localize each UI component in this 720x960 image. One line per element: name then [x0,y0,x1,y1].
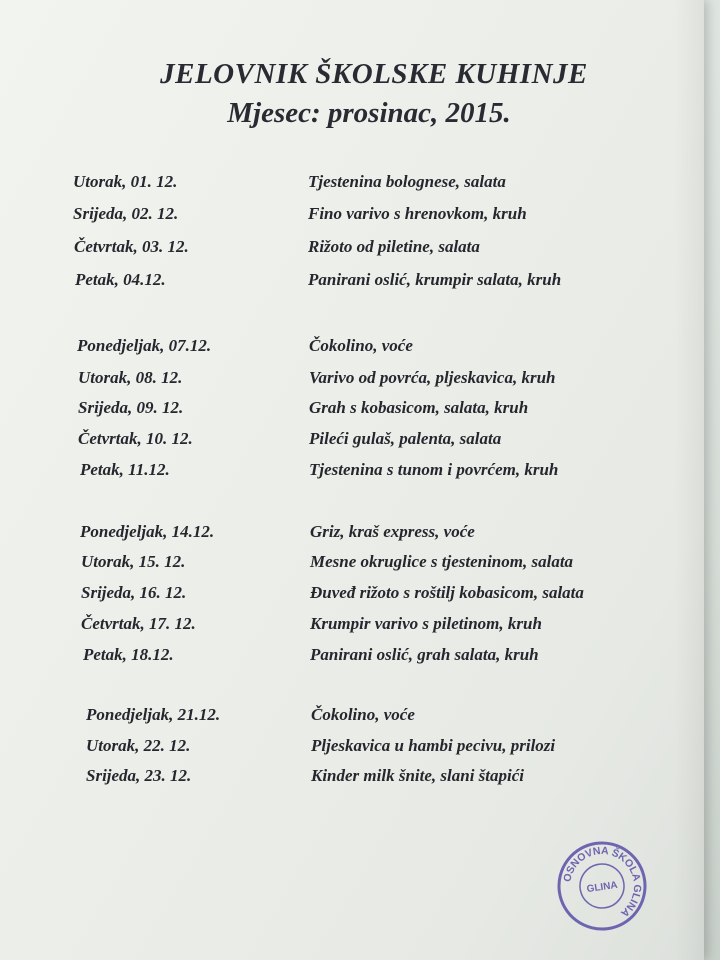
menu-meal: Pljeskavica u hambi pecivu, prilozi [311,736,556,755]
menu-day: Ponedjeljak, 21.12. [86,705,221,724]
menu-meal: Griz, kraš express, voće [310,522,475,541]
menu-row [0,519,720,545]
menu-meal: Kinder milk šnite, slani štapići [311,766,525,785]
menu-day: Ponedjeljak, 14.12. [80,522,215,541]
menu-meal: Fino varivo s hrenovkom, kruh [308,204,527,223]
menu-row [0,201,720,227]
menu-day: Srijeda, 09. 12. [78,398,184,417]
document-title: JELOVNIK ŠKOLSKE KUHINJE [160,58,588,90]
stamp-outer-text: OSNOVNA ŠKOLA GLINA [561,844,644,920]
menu-meal: Panirani oslić, krumpir salata, kruh [308,270,562,289]
menu-day: Srijeda, 02. 12. [73,204,179,223]
menu-day: Petak, 18.12. [83,645,174,664]
menu-meal: Tjestenina bolognese, salata [308,172,506,191]
menu-meal: Panirani oslić, grah salata, kruh [310,645,539,664]
menu-day: Petak, 11.12. [80,460,170,479]
menu-row [0,333,720,359]
stamp-center-text: GLINA [586,879,619,896]
menu-meal: Rižoto od piletine, salata [308,237,480,256]
menu-meal: Čokolino, voće [309,336,413,355]
menu-row [0,365,720,391]
menu-row [0,395,720,421]
menu-row [0,234,720,260]
menu-day: Utorak, 15. 12. [81,552,186,571]
menu-meal: Čokolino, voće [311,705,415,724]
menu-row [0,611,720,637]
menu-meal: Varivo od povrća, pljeskavica, kruh [309,368,556,387]
menu-meal: Krumpir varivo s piletinom, kruh [310,614,542,633]
menu-row [0,702,720,728]
document-subtitle: Mjesec: prosinac, 2015. [227,97,511,129]
menu-day: Utorak, 22. 12. [86,736,191,755]
menu-day: Četvrtak, 03. 12. [74,237,189,256]
menu-day: Četvrtak, 10. 12. [78,429,193,448]
menu-day: Utorak, 08. 12. [78,368,183,387]
menu-row [0,642,720,668]
menu-day: Četvrtak, 17. 12. [81,614,196,633]
menu-row [0,426,720,452]
menu-row [0,549,720,575]
menu-day: Petak, 04.12. [75,270,166,289]
menu-row [0,763,720,789]
menu-row [0,169,720,195]
menu-day: Utorak, 01. 12. [73,172,178,191]
menu-row [0,457,720,483]
menu-row [0,580,720,606]
menu-row [0,733,720,759]
school-stamp [550,834,654,938]
menu-meal: Tjestenina s tunom i povrćem, kruh [309,460,559,479]
menu-meal: Grah s kobasicom, salata, kruh [309,398,529,417]
menu-day: Srijeda, 23. 12. [86,766,192,785]
menu-day: Srijeda, 16. 12. [81,583,187,602]
menu-day: Ponedjeljak, 07.12. [77,336,212,355]
menu-meal: Mesne okruglice s tjesteninom, salata [310,552,574,571]
menu-row [0,267,720,293]
menu-meal: Pileći gulaš, palenta, salata [309,429,502,448]
menu-meal: Đuveđ rižoto s roštilj kobasicom, salata [310,583,584,602]
